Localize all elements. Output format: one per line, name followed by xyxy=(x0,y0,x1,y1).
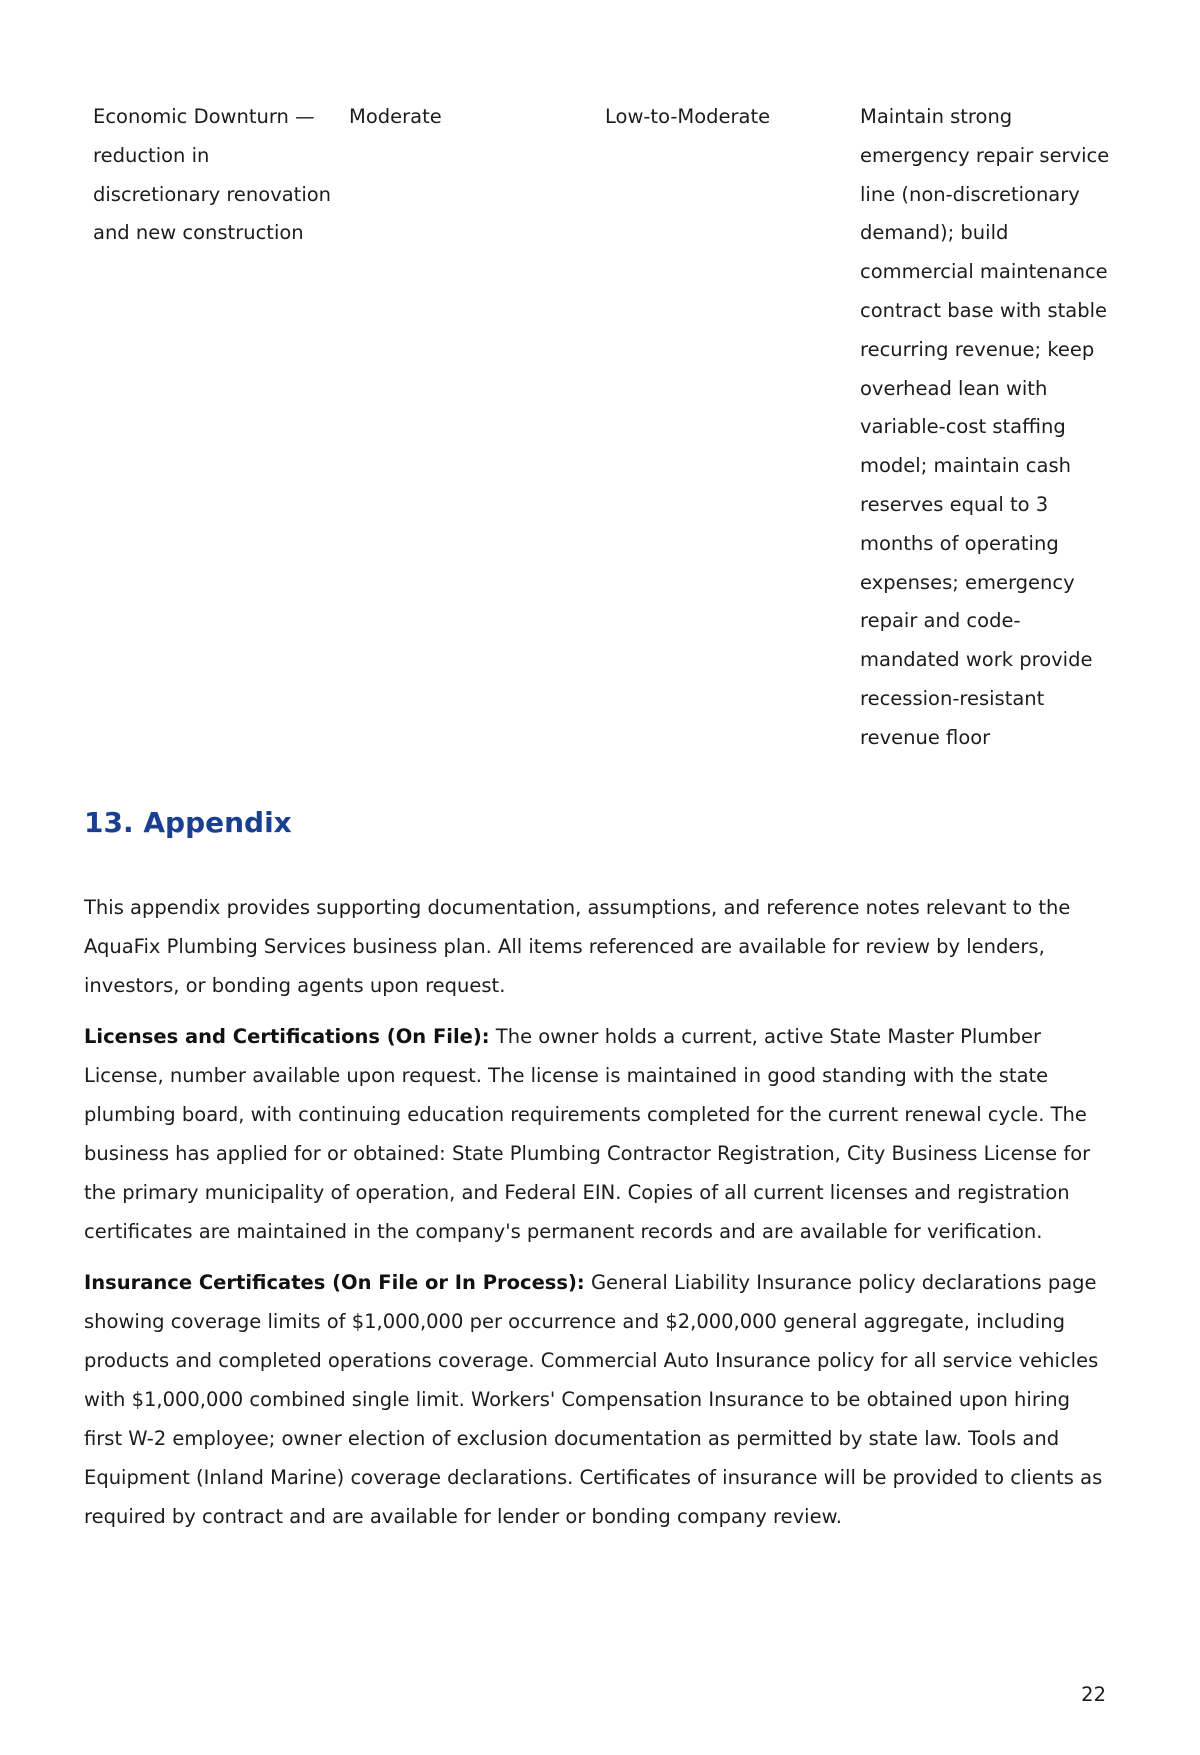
insurance-label: Insurance Certificates (On File or In Process): xyxy=(84,1271,585,1294)
mitigation-cell: Maintain strong emergency repair service line (non-discretionary demand); build commercial maintenance contract base with stable recurring revenue; keep overhead lean with variable-cost staffing model; maintain cash reserves equal to 3 months of operating expenses; emergency repair and code-mandated work provide recession-resistant revenue floor xyxy=(860,105,1110,749)
licenses-label: Licenses and Certifications (On File): xyxy=(84,1025,490,1048)
appendix-body xyxy=(84,888,1104,1548)
impact-cell: Low-to-Moderate xyxy=(605,105,771,128)
page-number: 22 xyxy=(1081,1683,1106,1706)
insurance-text: General Liability Insurance policy declarations page showing coverage limits of $1,000,000 per occurrence and $2,000,000 general aggregate, including products and completed operations coverage. Commercial Auto Insurance policy for all service vehicles with $1,000,000 combined single limit. Workers' Compensation Insurance to be obtained upon hiring first W-2 employee; owner election of exclusion documentation as permitted by state law. Tools and Equipment (Inland Marine) coverage declarations. Certificates of insurance will be provided to clients as required by contract and are available for lender or bonding company review. xyxy=(84,1271,1103,1528)
licenses-paragraph xyxy=(84,1017,1104,1251)
licenses-text: The owner holds a current, active State Master Plumber License, number available upon request. The license is maintained in good standing with the state plumbing board, with continuing education requirements completed for the current renewal cycle. The business has applied for or obtained: State Plumbing Contractor Registration, City Business License for the primary municipality of operation, and Federal EIN. Copies of all current licenses and registration certificates are maintained in the company's permanent records and are available for verification. xyxy=(84,1025,1091,1243)
appendix-heading: 13. Appendix xyxy=(84,806,292,839)
appendix-intro-paragraph: This appendix provides supporting documentation, assumptions, and reference notes relevant to the AquaFix Plumbing Services business plan. All items referenced are available for review by lenders, investors, or bonding agents upon request. xyxy=(84,896,1071,997)
risk-cell: Economic Downturn — reduction in discretionary renovation and new construction xyxy=(93,105,332,245)
insurance-paragraph xyxy=(84,1263,1104,1536)
likelihood-cell: Moderate xyxy=(349,105,442,128)
